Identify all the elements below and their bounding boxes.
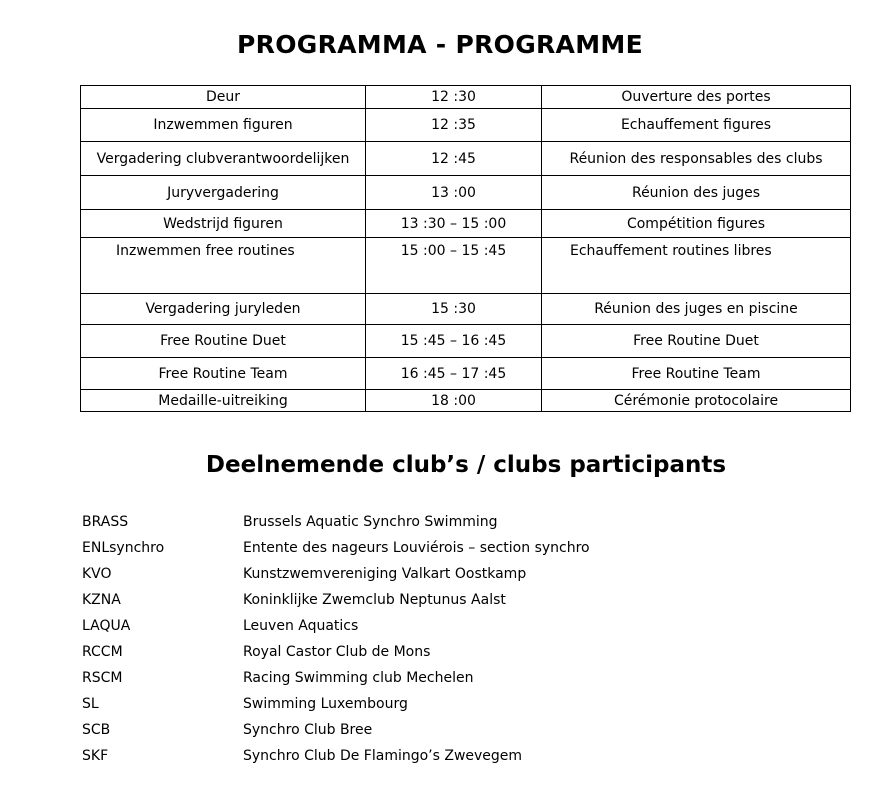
activity-nl: Vergadering juryleden (81, 294, 366, 325)
list-item (82, 693, 590, 719)
activity-time: 12 :45 (366, 142, 542, 176)
club-name: Leuven Aquatics (243, 618, 359, 634)
activity-fr: Echauffement routines libres (542, 238, 851, 294)
list-item (82, 615, 590, 641)
club-name: Synchro Club Bree (243, 722, 373, 738)
club-code: ENLsynchro (82, 540, 165, 556)
club-code: SCB (82, 722, 111, 738)
activity-fr: Cérémonie protocolaire (542, 390, 851, 412)
club-name: Koninklijke Zwemclub Neptunus Aalst (243, 592, 506, 608)
list-item (82, 719, 590, 745)
list-item (82, 745, 590, 771)
club-name: Swimming Luxembourg (243, 696, 408, 712)
activity-nl: Medaille-uitreiking (81, 390, 366, 412)
activity-time: 16 :45 – 17 :45 (366, 358, 542, 390)
activity-fr: Free Routine Team (542, 358, 851, 390)
activity-fr: Free Routine Duet (542, 325, 851, 358)
activity-nl: Inzwemmen free routines (81, 238, 366, 294)
list-item (82, 667, 590, 693)
activity-time: 18 :00 (366, 390, 542, 412)
activity-fr: Ouverture des portes (542, 86, 851, 109)
table-row (81, 86, 851, 109)
club-name: Racing Swimming club Mechelen (243, 670, 474, 686)
activity-fr: Réunion des juges (542, 176, 851, 210)
club-name: Brussels Aquatic Synchro Swimming (243, 514, 498, 530)
table-row (81, 325, 851, 358)
program-title: PROGRAMMA - PROGRAMME (237, 30, 643, 59)
activity-nl: Free Routine Team (81, 358, 366, 390)
activity-fr: Echauffement figures (542, 109, 851, 142)
club-list (82, 511, 590, 771)
activity-fr: Compétition figures (542, 210, 851, 238)
list-item (82, 511, 590, 537)
program-table (80, 85, 851, 412)
table-row (81, 176, 851, 210)
club-code: LAQUA (82, 618, 131, 634)
activity-time: 15 :45 – 16 :45 (366, 325, 542, 358)
table-row (81, 109, 851, 142)
club-name: Kunstzwemvereniging Valkart Oostkamp (243, 566, 527, 582)
list-item (82, 537, 590, 563)
club-name: Entente des nageurs Louviérois – section synchro (243, 540, 590, 556)
table-row (81, 210, 851, 238)
table-row (81, 390, 851, 412)
activity-nl: Vergadering clubverantwoordelijken (81, 142, 366, 176)
list-item (82, 641, 590, 667)
list-item (82, 563, 590, 589)
club-code: SL (82, 696, 99, 712)
club-name: Royal Castor Club de Mons (243, 644, 431, 660)
activity-nl: Wedstrijd figuren (81, 210, 366, 238)
activity-nl: Deur (81, 86, 366, 109)
table-row (81, 142, 851, 176)
activity-nl: Inzwemmen figuren (81, 109, 366, 142)
club-code: RCCM (82, 644, 123, 660)
activity-time: 15 :00 – 15 :45 (366, 238, 542, 294)
table-row (81, 238, 851, 294)
activity-time: 13 :30 – 15 :00 (366, 210, 542, 238)
activity-time: 12 :30 (366, 86, 542, 109)
activity-fr: Réunion des juges en piscine (542, 294, 851, 325)
clubs-title: Deelnemende club’s / clubs participants (205, 452, 727, 478)
club-code: BRASS (82, 514, 129, 530)
activity-time: 15 :30 (366, 294, 542, 325)
list-item (82, 589, 590, 615)
table-row (81, 294, 851, 325)
activity-fr: Réunion des responsables des clubs (542, 142, 851, 176)
activity-time: 13 :00 (366, 176, 542, 210)
activity-nl: Juryvergadering (81, 176, 366, 210)
club-code: RSCM (82, 670, 123, 686)
activity-time: 12 :35 (366, 109, 542, 142)
activity-nl: Free Routine Duet (81, 325, 366, 358)
club-code: KVO (82, 566, 112, 582)
table-row (81, 358, 851, 390)
club-name: Synchro Club De Flamingo’s Zwevegem (243, 748, 523, 764)
club-code: SKF (82, 748, 109, 764)
club-code: KZNA (82, 592, 121, 608)
